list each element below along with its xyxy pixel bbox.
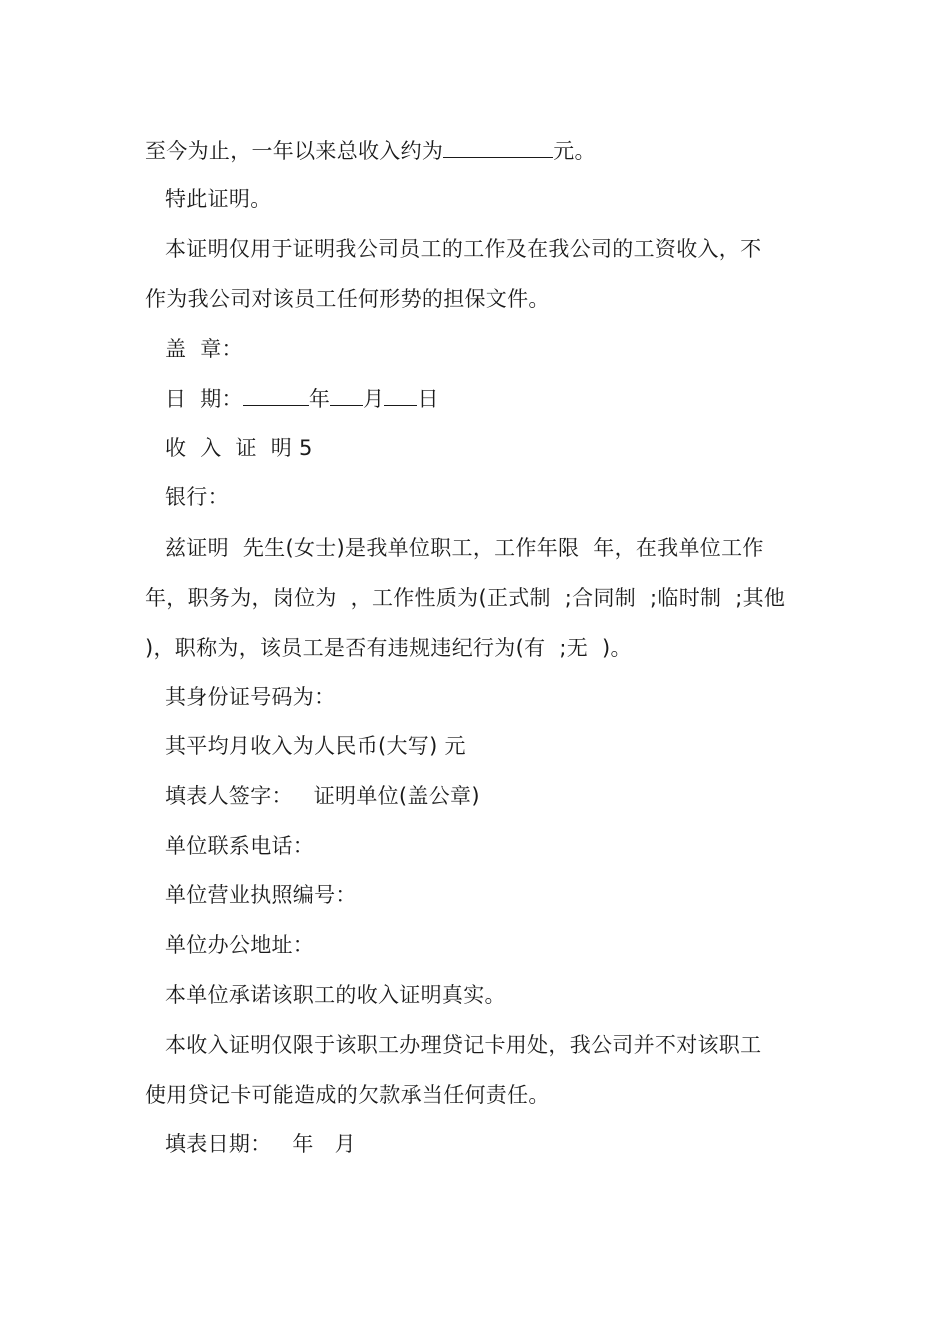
amount-blank <box>443 135 553 158</box>
paragraph-line: 兹证明 先生(女士)是我单位职工，工作年限 年，在我单位工作 <box>165 536 764 560</box>
monthly-income-line: 其平均月收入为人民币(大写) 元 <box>165 734 466 758</box>
seal-line: 盖 章： <box>165 337 243 361</box>
paragraph-line: 年，职务为，岗位为 ，工作性质为(正式制 ;合同制 ;临时制 ;其他 <box>145 586 786 610</box>
address-line: 单位办公地址： <box>165 933 315 957</box>
fill-date-line: 填表日期： 年 月 <box>165 1132 356 1156</box>
commitment-line: 本单位承诺该职工的收入证明真实。 <box>165 983 506 1007</box>
paragraph-line: 本证明仅用于证明我公司员工的工作及在我公司的工资收入，不 <box>165 237 762 261</box>
paragraph-line: 作为我公司对该员工任何形势的担保文件。 <box>145 287 550 311</box>
paragraph-line: )，职称为，该员工是否有违规违纪行为(有 ;无 )。 <box>145 636 632 660</box>
day-blank <box>384 383 417 406</box>
month-blank <box>330 383 363 406</box>
certify-line: 特此证明。 <box>165 187 272 211</box>
text-segment: 至今为止，一年以来总收入约为 <box>145 139 444 163</box>
year-blank <box>243 383 309 406</box>
text-segment: 元。 <box>553 139 596 163</box>
bank-line: 银行： <box>165 485 229 509</box>
date-label: 日 期： <box>165 387 243 411</box>
id-number-line: 其身份证号码为： <box>165 685 336 709</box>
month-unit: 月 <box>363 387 385 411</box>
day-unit: 日 <box>417 387 439 411</box>
section-title: 收 入 证 明 5 <box>165 436 313 460</box>
paragraph-line: 本收入证明仅限于该职工办理贷记卡用处，我公司并不对该职工 <box>165 1033 762 1057</box>
phone-line: 单位联系电话： <box>165 834 315 858</box>
paragraph-line: 使用贷记卡可能造成的欠款承当任何责任。 <box>145 1083 550 1107</box>
signature-line: 填表人签字： 证明单位(盖公章) <box>165 784 480 808</box>
income-total-line <box>145 135 810 166</box>
license-line: 单位营业执照编号： <box>165 883 357 907</box>
date-line <box>165 383 830 414</box>
year-unit: 年 <box>308 387 331 411</box>
